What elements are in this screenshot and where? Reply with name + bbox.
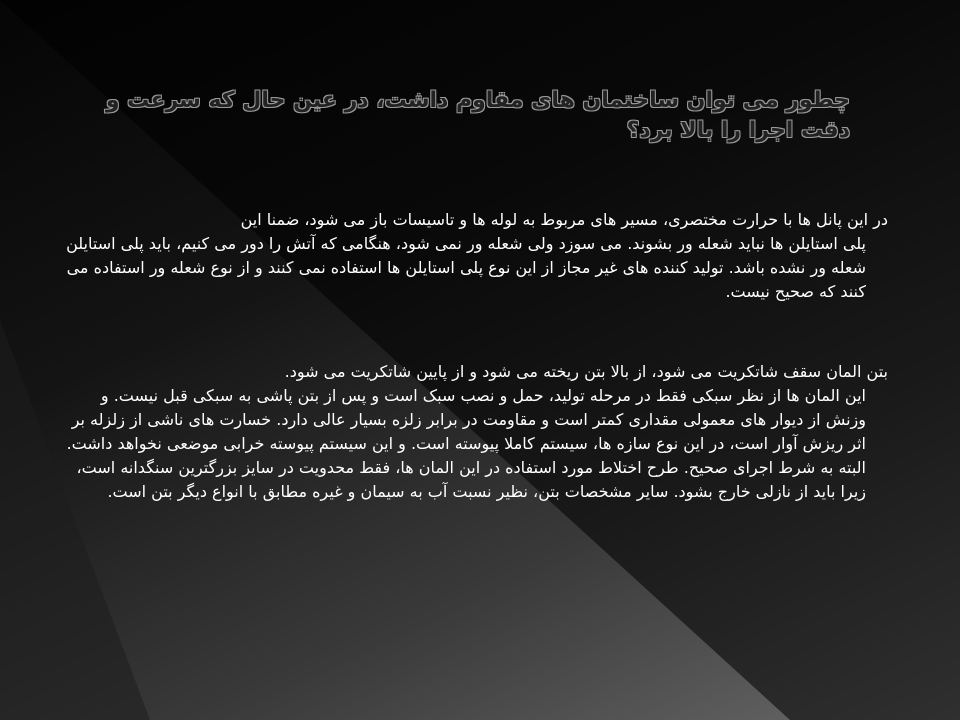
paragraph-concrete-shotcrete <box>58 360 888 504</box>
slide-title: چطور می توان ساختمان های مقاوم داشت، در عین حال که سرعت و دقت اجرا را بالا برد؟ <box>105 88 850 143</box>
paragraph-first-line: بتن المان سقف شاتکریت می شود، از بالا بتن ریخته می شود و از پایین شاتکریت می شود. <box>284 362 888 381</box>
paragraph-fire-resistance <box>58 208 888 304</box>
paragraph-continuation: این المان ها از نظر سبکی فقط در مرحله تولید، حمل و نصب سبک است و پس از بتن پاشی به سبکی قبل نیست. و وزنش از دیوار های معمولی مقداری کمتر است و مقاومت در برابر زلزه بسیار عالی دارد. خسارت های ناشی از زلزله بر اثر ریزش آوار است، در این نوع سازه ها، سیستم کاملا پیوسته است. و این سیستم پیوسته خرابی موضعی نخواهد داشت. البته به شرط اجرای صحیح. طرح اختلاط مورد استفاده در این المان ها، فقط محدویت در سایز بزرگترین سنگدانه است، زیرا باید از نازلی خارج بشود. سایر مشخصات بتن، نظیر نسبت آب به سیمان و غیره مطابق با انواع دیگر بتن است. <box>66 386 866 501</box>
paragraph-first-line: در این پانل ها با حرارت مختصری، مسیر های مربوط به لوله ها و تاسیسات باز می شود، ضمنا این <box>240 210 888 229</box>
paragraph-continuation: پلی استایلن ها نباید شعله ور بشوند. می سوزد ولی شعله ور نمی شود، هنگامی که آتش را دور می کنیم، باید پلی استایلن شعله ور نشده باشد. تولید کننده های غیر مجاز از این نوع پلی استایلن ها استفاده نمی کنند و از نوع شعله ور استفاده می کنند که صحیح نیست. <box>66 234 866 301</box>
